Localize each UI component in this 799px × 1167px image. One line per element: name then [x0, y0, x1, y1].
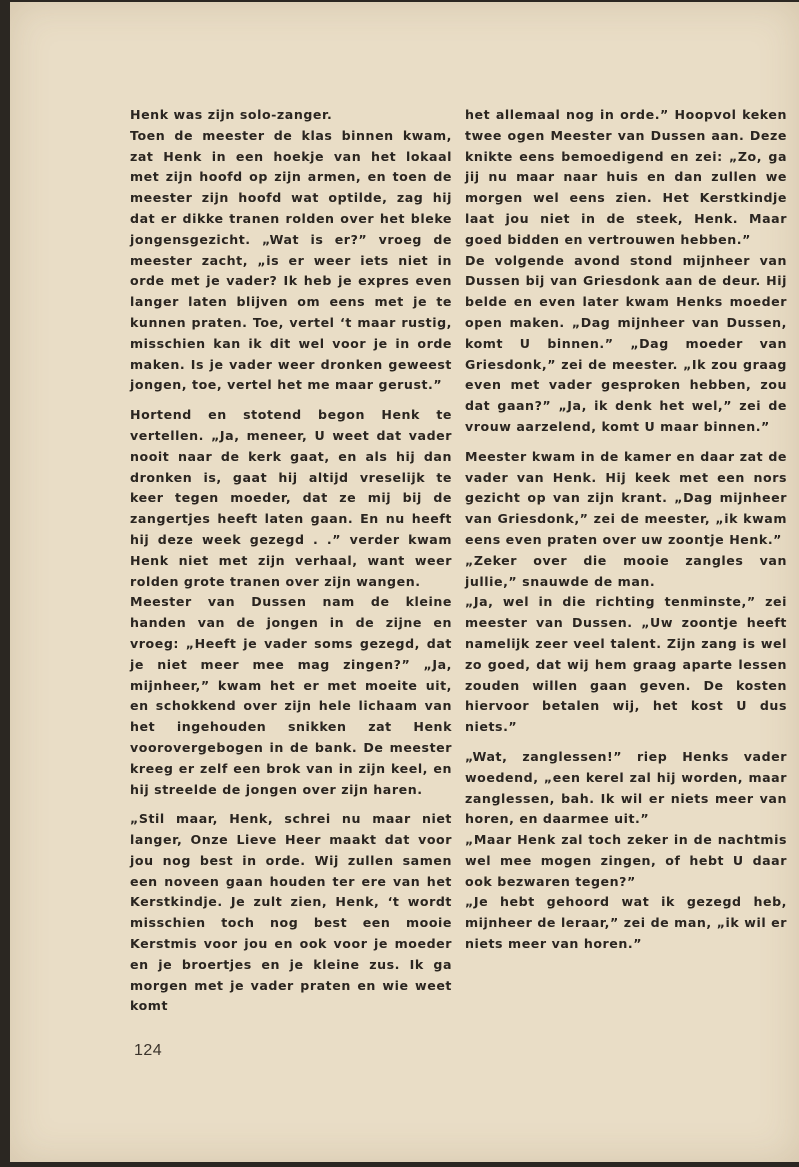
paragraph: „Zeker over die mooie zangles van jullie,” snauwde de man. — [465, 552, 787, 589]
paragraph: Meester kwam in de kamer en daar zat de vader van Henk. Hij keek met een nors gezicht op van zijn krant. „Dag mijnheer van Griesdonk,” zei de meester, „ik kwam eens even praten over uw zoontje Henk.” — [465, 448, 787, 547]
paragraph: „Wat, zanglessen!” riep Henks vader woedend, „een kerel zal hij worden, maar zanglessen, bah. Ik wil er niets meer van horen, en daarmee uit.” — [465, 748, 787, 827]
paragraph: „Je hebt gehoord wat ik gezegd heb, mijnheer de leraar,” zei de man, „ik wil er niets meer van horen.” — [465, 894, 787, 952]
paragraph: Hortend en stotend begon Henk te vertellen. „Ja, meneer, U weet dat vader nooit naar de kerk gaat, en als hij dan dronken is, gaat hij altijd vreselijk te keer tegen moeder, dat ze mij bij de zangertjes heeft laten gaan. En nu heeft hij deze week gezegd . .” verder kwam Henk niet met zijn verhaal, want weer rolden grote tranen over zijn wangen. — [130, 407, 452, 589]
right-text-column — [465, 105, 787, 955]
left-text-column — [130, 105, 452, 1017]
paragraph: De volgende avond stond mijnheer van Dussen bij van Griesdonk aan de deur. Hij belde en even later kwam Henks moeder open maken. „Dag mijnheer van Dussen, komt U binnen.” „Dag moeder van Griesdonk,” zei de meester. „Ik zou graag even met vader gesproken hebben, zou dat gaan?” „Ja, ik denk het wel,” zei de vrouw aarzelend, komt U maar binnen.” — [465, 252, 787, 434]
paragraph: „Ja, wel in die richting tenminste,” zei meester van Dussen. „Uw zoontje heeft namelijk zeer veel talent. Zijn zang is wel zo goed, dat wij hem graag aparte lessen zouden willen gaan geven. De kosten hiervoor betalen wij, het kost U dus niets.” — [465, 594, 787, 735]
paragraph: Meester van Dussen nam de kleine handen van de jongen in de zijne en vroeg: „Heeft je vader soms gezegd, dat je niet meer mee mag zingen?” „Ja, mijnheer,” kwam het er met moeite uit, en schokkend over zijn hele lichaam van het ingehouden snikken zat Henk voorovergebogen in de bank. De meester kreeg er zelf een brok van in zijn keel, en hij streelde de jongen over zijn haren. — [130, 594, 452, 797]
paragraph: Toen de meester de klas binnen kwam, zat Henk in een hoekje van het lokaal met zijn hoofd op zijn armen, en toen de meester zijn hoofd wat optilde, zag hij dat er dikke tranen rolden over het bleke jongensgezicht. „Wat is er?” vroeg de meester zacht, „is er weer iets niet in orde met je vader? Ik heb je expres even langer laten blijven om eens met je te kunnen praten. Toe, vertel ‘t maar rustig, misschien kan ik dit wel voor je in orde maken. Is je vader weer dronken geweest jongen, toe, vertel het me maar gerust.” — [130, 127, 452, 393]
paragraph: het allemaal nog in orde.” Hoopvol keken twee ogen Meester van Dussen aan. Deze knikte eens bemoedigend en zei: „Zo, ga jij nu maar naar huis en dan zullen we morgen wel eens zien. Het Kerstkindje laat jou niet in de steek, Henk. Maar goed bidden en vertrouwen hebben.” — [465, 107, 787, 247]
book-page — [10, 2, 799, 1162]
paragraph: „Stil maar, Henk, schrei nu maar niet langer, Onze Lieve Heer maakt dat voor jou nog best in orde. Wij zullen samen een noveen gaan houden ter ere van het Kerstkindje. Je zult zien, Henk, ‘t wordt misschien toch nog best een mooie Kerstmis voor jou en ook voor je moeder en je broertjes en je kleine zus. Ik ga morgen met je vader praten en wie weet komt — [130, 811, 452, 1014]
page-number: 124 — [134, 1042, 163, 1059]
paragraph: „Maar Henk zal toch zeker in de nachtmis wel mee mogen zingen, of hebt U daar ook bezwaren tegen?” — [465, 832, 787, 889]
paragraph: Henk was zijn solo-zanger. — [130, 107, 333, 122]
